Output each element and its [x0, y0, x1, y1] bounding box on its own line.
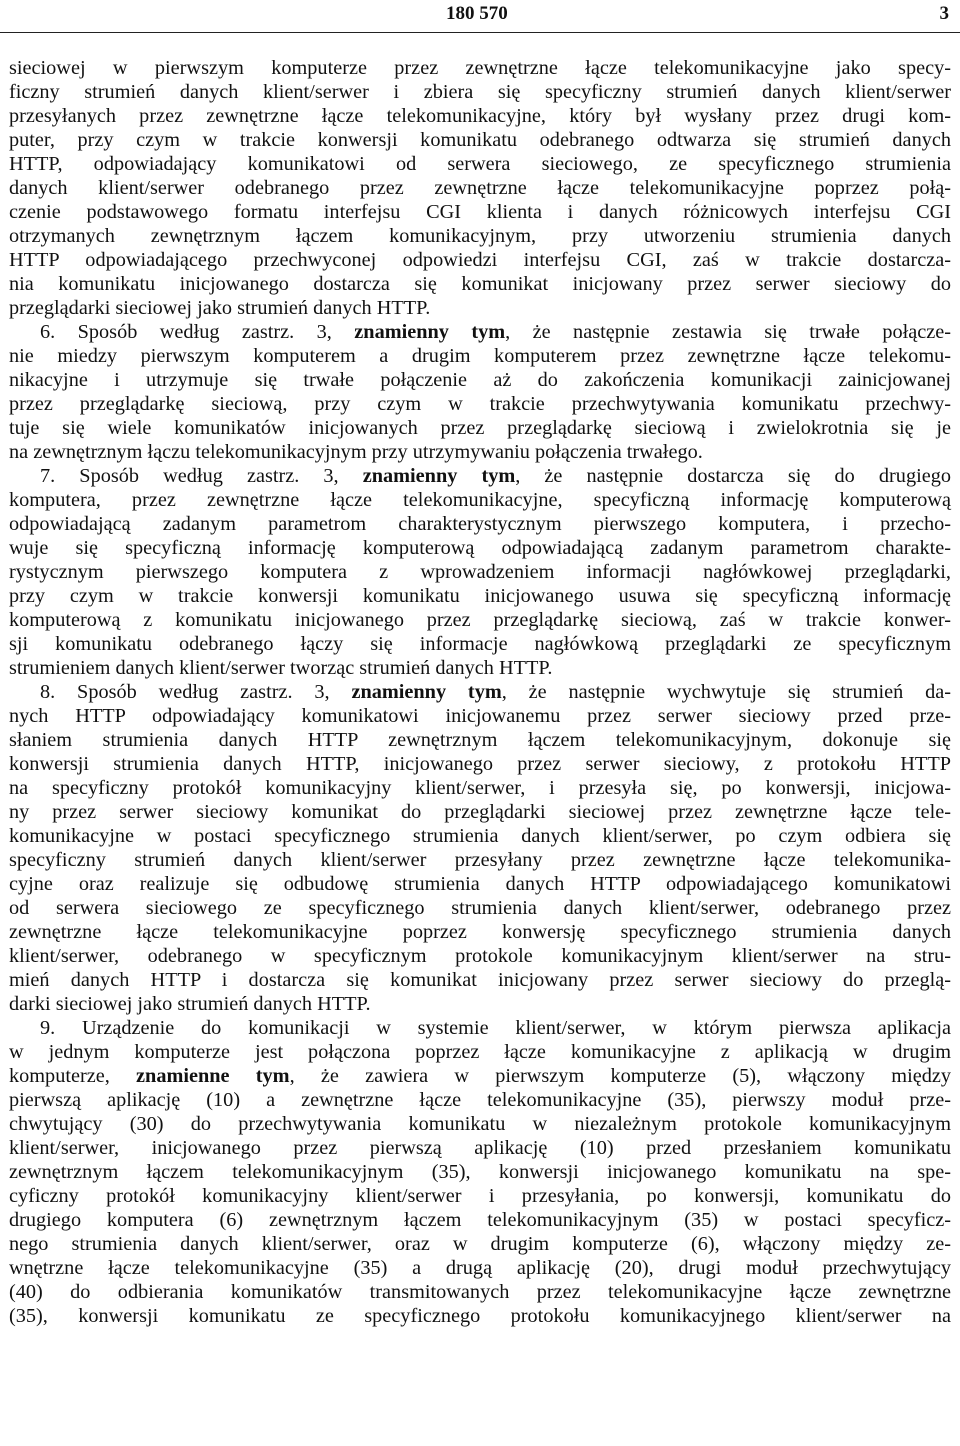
text-line: puter, przy czym w trakcie konwersji komunikatu odebranego odtwarza się strumień danych [9, 129, 951, 151]
text-line: przez przeglądarkę sieciową, przy czym w trakcie przechwytywania komunikatu przechwy- [9, 393, 951, 415]
text-line: nych HTTP odpowiadający komunikatowi inicjowanemu przez serwer sieciowy przed prze- [9, 705, 951, 727]
text-segment: , że następnie dostarcza się do drugiego [515, 465, 951, 487]
text-line: danych klient/serwer odebranego przez zewnętrzne łącze telekomunikacyjne poprzez połą- [9, 177, 951, 199]
text-line: otrzymanych zewnętrznym łączem komunikacyjnym, przy utworzeniu strumienia danych [9, 225, 951, 247]
text-line: nia komunikatu inicjowanego dostarcza się komunikat inicjowany przez serwer sieciowy do [9, 273, 951, 295]
text-line: przy czym w trakcie konwersji komunikatu inicjowanego usuwa się specyficzną informację [9, 585, 951, 607]
text-line: tuje się wiele komunikatów inicjowanych przez przeglądarkę sieciową i zwielokrotnia się je [9, 417, 951, 439]
text-segment: 7. Sposób według zastrz. 3, [40, 465, 363, 487]
text-segment: 8. Sposób według zastrz. 3, [40, 681, 352, 703]
text-line: przeglądarki sieciowej jako strumień danych HTTP. [9, 297, 431, 319]
text-line: komputera, przez zewnętrzne łącze telekomunikacyjne, specyficzną informację komputerową [9, 489, 951, 511]
page-number: 3 [939, 3, 949, 24]
text-line: od serwera sieciowego ze specyficznego strumienia danych klient/serwer, odebranego przez [9, 897, 951, 919]
text-line: komunikacyjne w postaci specyficznego strumienia danych klient/serwer, po czym odbiera się [9, 825, 951, 847]
text-line: nego strumienia danych klient/serwer, oraz w drugim komputerze (6), włączony między ze- [9, 1233, 951, 1255]
text-segment: , że zawiera w pierwszym komputerze (5), włączony między [289, 1065, 951, 1087]
text-line: (35), konwersji komunikatu ze specyficznego protokołu komunikacyjnego klient/serwer na [9, 1305, 951, 1327]
text-line: (40) do odbierania komunikatów transmitowanych przez telekomunikacyjne łącze zewnętrzne [9, 1281, 951, 1303]
claim-keyword: znamienne tym [136, 1065, 290, 1087]
text-segment: komputerze, [9, 1065, 137, 1087]
text-line: nikacyjne i utrzymuje się trwałe połączenie aż do zakończenia komunikacji zainicjowanej [9, 369, 951, 391]
text-line [9, 464, 951, 488]
text-line: odpowiadającą zadanym parametrom charakterystycznym pierwszego komputera, i przecho- [9, 513, 951, 535]
text-line: rystycznym pierwszego komputera z wprowadzeniem informacji nagłówkowej przeglądarki, [9, 561, 951, 583]
claim-keyword: znamienny tym [351, 681, 502, 703]
text-line: nie miedzy pierwszym komputerem a drugim komputerem przez zewnętrzne łącze telekomu- [9, 345, 951, 367]
text-line: ny przez serwer sieciowy komunikat do przeglądarki sieciowej przez zewnętrzne łącze tele- [9, 801, 951, 823]
text-line [9, 1064, 951, 1088]
text-line: słaniem strumienia danych HTTP zewnętrznym łączem telekomunikacyjnym, dokonuje się [9, 729, 951, 751]
text-line: cyficzny protokół komunikacyjny klient/serwer i przesyłania, po konwersji, komunikatu do [9, 1185, 951, 1207]
text-segment: 6. Sposób według zastrz. 3, [40, 321, 355, 343]
text-line: chwytujący (30) do przechwytywania komunikatu w niezależnym protokole komunikacyjnym [9, 1113, 951, 1135]
text-line: pierwszą aplikację (10) a zewnętrzne łącze telekomunikacyjne (35), pierwszy moduł prze- [9, 1089, 951, 1111]
text-line: mień danych HTTP i dostarcza się komunikat inicjowany przez serwer sieciowy do przeglą- [9, 969, 951, 991]
text-line: sji komunikatu odebranego łączy się informacje nagłówkową przeglądarki ze specyficznym [9, 633, 951, 655]
text-line: HTTP odpowiadającego przechwyconej odpowiedzi interfejsu CGI, zaś w trakcie dostarcza- [9, 249, 951, 271]
text-line: czenie podstawowego formatu interfejsu CGI klienta i danych różnicowych interfejsu CGI [9, 201, 951, 223]
text-line: wuje się specyficzną informację komputerową odpowiadającą zadanym parametrom charakte- [9, 537, 951, 559]
text-line: klient/serwer, odebranego w specyficznym protokole komunikacyjnym klient/serwer na stru- [9, 945, 951, 967]
text-line: zewnętrzne łącze telekomunikacyjne poprzez konwersję specyficznego strumienia danych [9, 921, 951, 943]
text-line: darki sieciowej jako strumień danych HTTP. [9, 993, 371, 1015]
text-segment: , że następnie wychwytuje się strumień da- [501, 681, 951, 703]
text-line: konwersji strumienia danych HTTP, inicjowanego przez serwer sieciowy, z protokołu HTTP [9, 753, 951, 775]
text-line: zewnętrznym łączem telekomunikacyjnym (35), konwersji inicjowanego komunikatu na spe- [9, 1161, 951, 1183]
text-line: 9. Urządzenie do komunikacji w systemie klient/serwer, w którym pierwsza aplikacja [40, 1017, 951, 1039]
text-line [9, 680, 951, 704]
text-line: strumieniem danych klient/serwer tworząc strumień danych HTTP. [9, 657, 553, 679]
text-segment: , że następnie zestawia się trwałe połącze- [505, 321, 951, 343]
text-line: sieciowej w pierwszym komputerze przez zewnętrzne łącze telekomunikacyjne jako specy- [9, 57, 951, 79]
text-line: na specyficzny protokół komunikacyjny klient/serwer, i przesyła się, po konwersji, inicjowa- [9, 777, 951, 799]
text-line: ficzny strumień danych klient/serwer i zbiera się specyficzny strumień danych klient/serwer [9, 81, 951, 103]
text-line: HTTP, odpowiadający komunikatowi od serwera sieciowego, ze specyficznego strumienia [9, 153, 951, 175]
claim-keyword: znamienny tym [354, 321, 506, 343]
text-line [9, 320, 951, 344]
text-line: cyjne oraz realizuje się odbudowę strumienia danych HTTP odpowiadającego komunikatowi [9, 873, 951, 895]
page-header [0, 3, 960, 25]
patent-number: 180 570 [446, 3, 508, 24]
text-line: przesyłanych przez zewnętrzne łącze telekomunikacyjne, który był wysłany przez drugi kom- [9, 105, 951, 127]
document-body [9, 56, 951, 1328]
claim-keyword: znamienny tym [362, 465, 516, 487]
header-rule [0, 32, 960, 33]
text-line: na zewnętrznym łączu telekomunikacyjnym przy utrzymywaniu połączenia trwałego. [9, 441, 703, 463]
text-line: wnętrzne łącze telekomunikacyjne (35) a drugą aplikację (20), drugi moduł przechwytujący [9, 1257, 951, 1279]
text-line: klient/serwer, inicjowanego przez pierwszą aplikację (10) przed przesłaniem komunikatu [9, 1137, 951, 1159]
text-line: komputerową z komunikatu inicjowanego przez przeglądarkę sieciową, zaś w trakcie konwer- [9, 609, 951, 631]
text-line: specyficzny strumień danych klient/serwer przesyłany przez zewnętrzne łącze telekomunika- [9, 849, 951, 871]
text-line: w jednym komputerze jest połączona poprzez łącze komunikacyjne z aplikacją w drugim [9, 1041, 951, 1063]
text-line: drugiego komputera (6) zewnętrznym łączem telekomunikacyjnym (35) w postaci specyficz- [9, 1209, 951, 1231]
